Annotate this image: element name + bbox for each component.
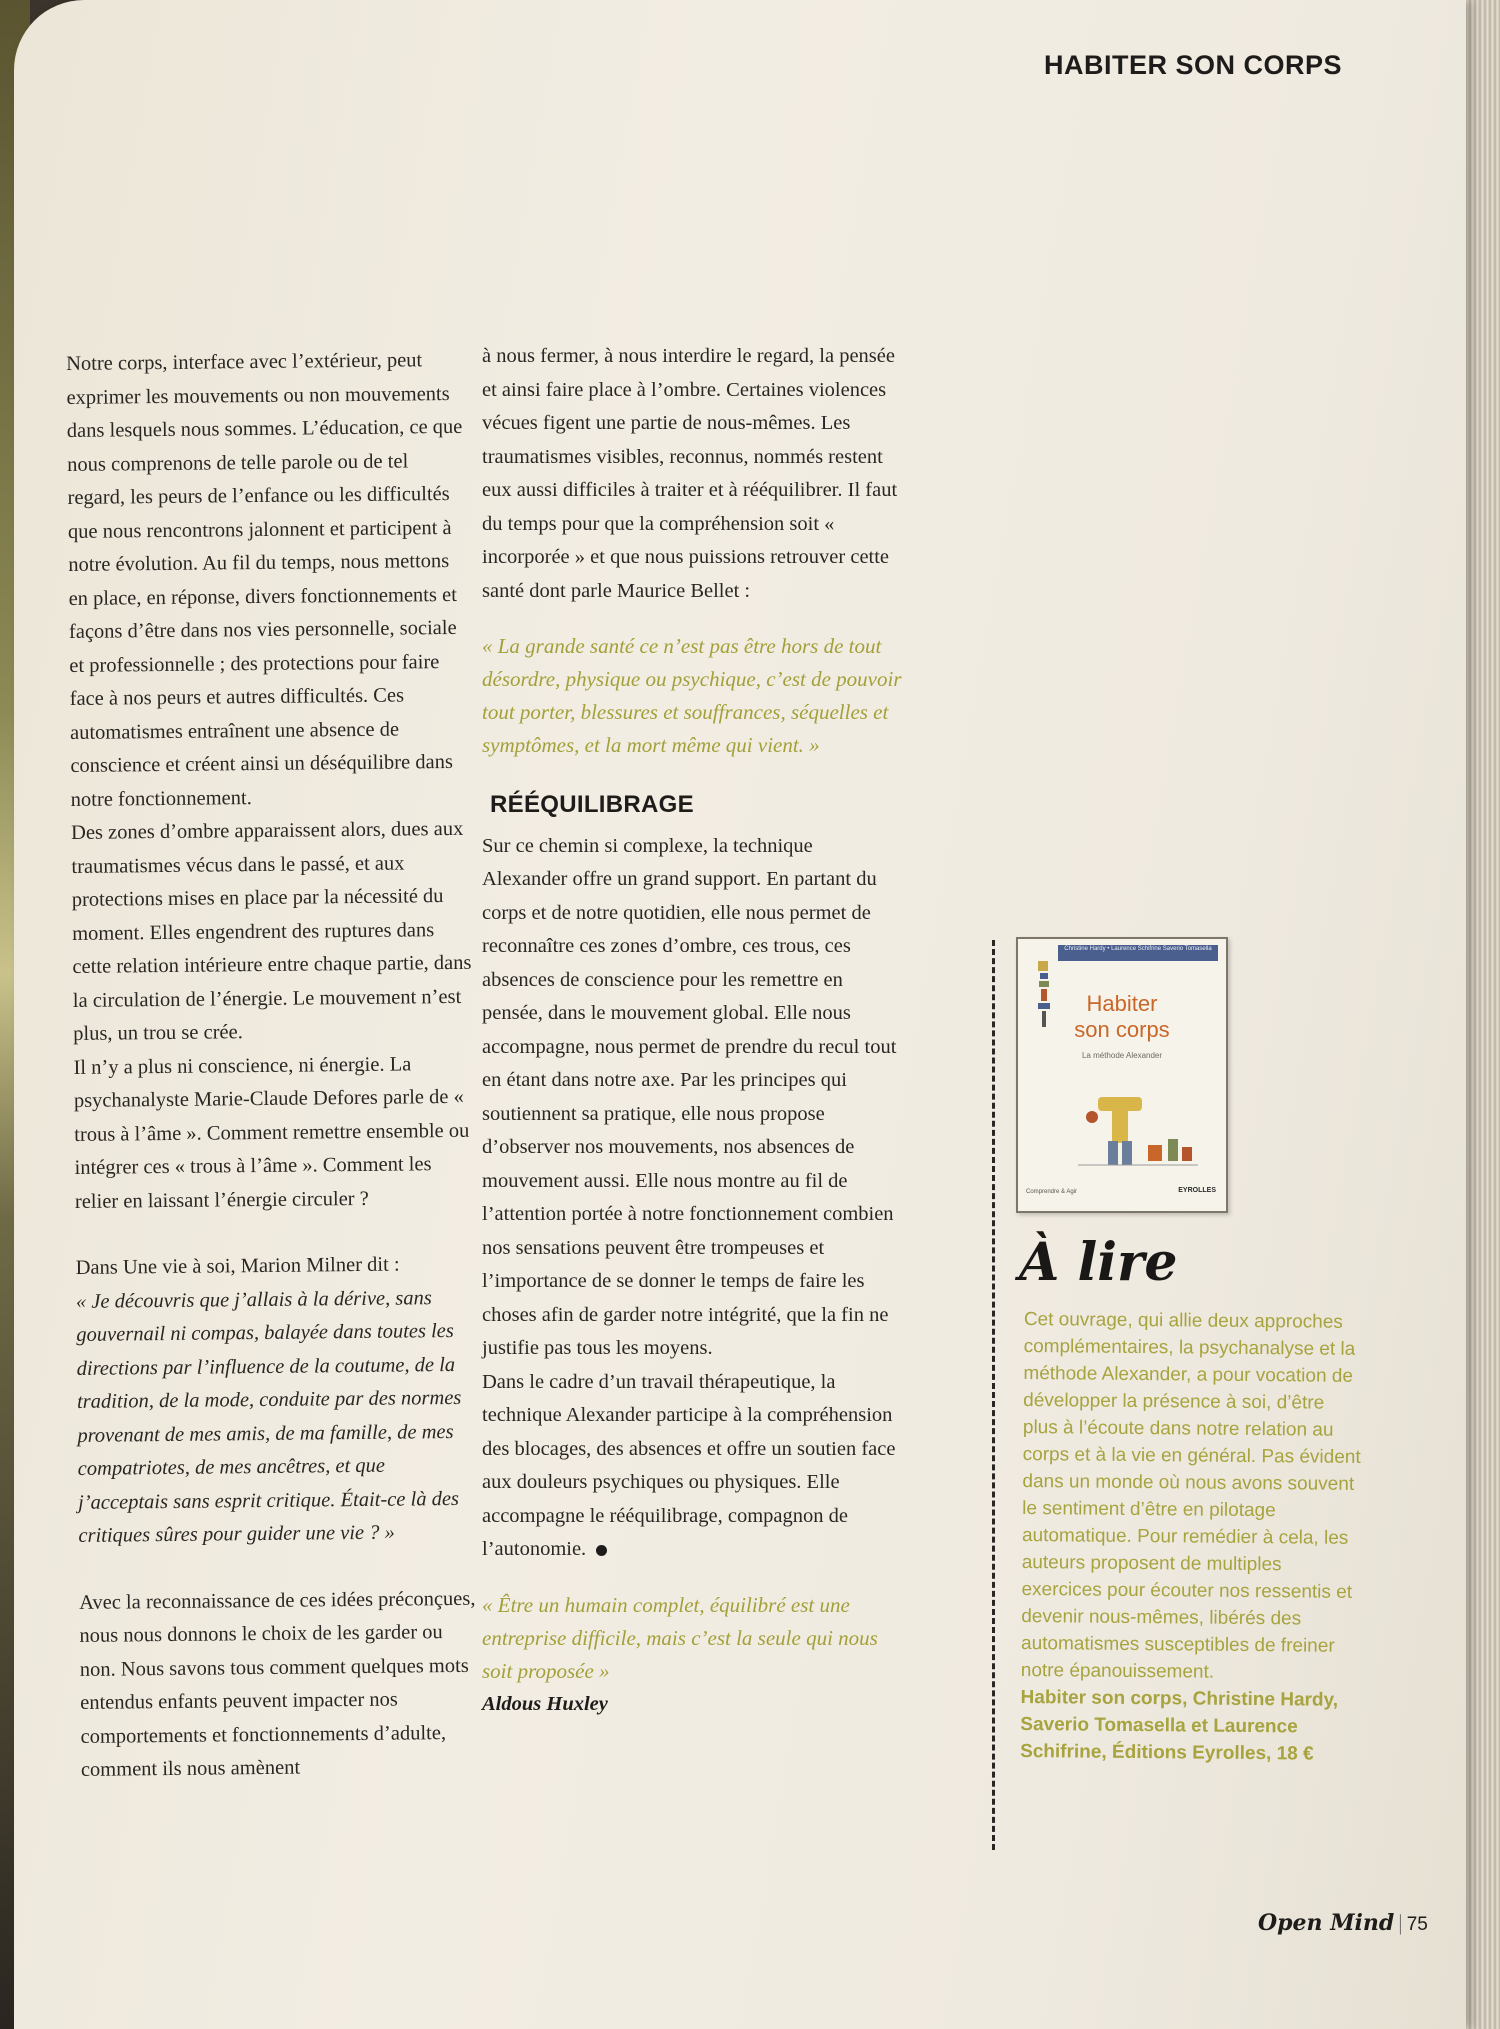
paragraph: Avec la reconnaissance de ces idées préconçues, nous nous donnons le choix de les garder ou non. Nous savons tous comment quelques mots entendus enfants peuvent impacter nos comportements et fonctionnements d’adulte, comment ils nous amènent [79, 1587, 476, 1781]
book-authors: Christine Hardy • Laurence Schifrine Saverio Tomasella [1058, 945, 1218, 961]
book-subtitle: La méthode Alexander [1081, 1051, 1163, 1060]
footer-separator: | [1398, 1910, 1403, 1935]
text-column-left [66, 344, 481, 1788]
book-series: Comprendre & Agir [1026, 1189, 1078, 1195]
huxley-quote: « Être un humain complet, équilibré est une entreprise difficile, mais c’est la seule qui nous soit proposée » [482, 1592, 878, 1683]
book-publisher: EYROLLES [1178, 1187, 1216, 1194]
paragraph: Des zones d’ombre apparaissent alors, dues aux traumatismes vécus dans le passé, et aux protections mises en place par la nécessité du moment. Elles engendrent des ruptures dans cette relation intérieure entre chaque partie, dans la circulation de l’énergie. Le mouvement n’est plus, un trou se crée. [70, 817, 472, 1045]
paragraph: à nous fermer, à nous interdire le regard, la pensée et ainsi faire place à l’ombre. Certaines violences vécues figent une partie de nous-mêmes. Les traumatismes visibles, reconnus, nommés restent eux aussi difficiles à traiter et à rééquilibrer. Il faut du temps pour que la compréhension soit « incorporée » et que nous puissions retrouver cette santé dont parle Maurice Bellet : [482, 345, 898, 602]
paragraph-text: Dans le cadre d’un travail thérapeutique, la technique Alexander participe à la compréhension des blocages, des absences et offre un soutien face aux douleurs psychiques ou physiques. Elle accompagne le rééquilibrage, compagnon de l’autonomie. [482, 1370, 896, 1560]
book-cover [1016, 937, 1228, 1213]
magazine-brand: Open Mind [1258, 1910, 1395, 1936]
end-bullet-icon [596, 1545, 607, 1556]
milner-quote: « Je découvris que j’allais à la dérive, sans gouvernail ni compas, balayée dans toutes les directions par l’influence de la coutume, de la tradition, de la mode, conduite par des normes provenant de mes amis, de ma famille, de mes compatriotes, de mes ancêtres, et que j’acceptais sans esprit critique. Était-ce là des critiques sûres pour guider une vie ? » [75, 1286, 462, 1547]
gardener-illustration-icon [1078, 1089, 1198, 1174]
review-text: Cet ouvrage, qui allie deux approches complémentaires, la psychanalyse et la méthode Alexander, a pour vocation de développer la présence à soi, d’être plus à l’écoute dans notre relation au corps et à la vie en général. Pas évident dans un monde où nous avons souvent le sentiment d’être en pilotage automatique. Pour remédier à cela, les auteurs proposent de multiples exercices pour écouter nos ressentis et devenir nous-mêmes, libérés des automatismes susceptibles de freiner notre épanouissement. [1020, 1308, 1361, 1683]
paragraph: Notre corps, interface avec l’extérieur, peut exprimer les mouvements ou non mouvements dans lesquels nous sommes. L’éducation, ce que nous comprenons de telle parole ou de tel regard, les peurs de l’enfance ou les difficultés que nous rencontrons jalonnent et participent à notre évolution. Au fil du temps, nous mettons en place, en réponse, divers fonctionnements et façons d’être dans nos vies personnelle, sociale et professionnelle ; des protections pour faire face à nos peurs et autres difficultés. Ces automatismes entraînent une absence de conscience et créent ainsi un déséquilibre dans notre fonctionnement. [66, 349, 463, 811]
sidebar-dashed-divider [992, 940, 995, 1850]
page-header-title: HABITER SON CORPS [1044, 50, 1343, 80]
page-number: 75 [1406, 1914, 1428, 1935]
magazine-page [14, 0, 1466, 2029]
section-title: RÉÉQUILIBRAGE [490, 791, 694, 818]
sidebar-heading: À lire [1019, 1232, 1178, 1293]
paragraph-final [482, 1366, 902, 1567]
paragraph: Il n’y a plus ni conscience, ni énergie. La psychanalyste Marie-Claude Defores parle de « trous à l’âme ». Comment remettre ensemble ou intégrer ces « trous à l’âme ». Comment les relier en laissant l’énergie circuler ? [73, 1052, 470, 1213]
book-title: Habiter son corps [1074, 991, 1170, 1042]
text-column-middle [482, 340, 902, 1721]
bellet-quote: « La grande santé ce n’est pas être hors de tout désordre, physique ou psychique, c’est de pouvoir tout porter, blessures et souffrances, séquelles et symptômes, et la mort même qui vient. » [482, 634, 902, 757]
sidebar-review [1020, 1306, 1364, 1768]
paragraph-intro: Dans Une vie à soi, Marion Milner dit : [75, 1253, 400, 1279]
paragraph: Sur ce chemin si complexe, la technique Alexander offre un grand support. En partant du corps et de notre quotidien, elle nous permet de reconnaître ces zones d’ombre, ces trous, ces absences de conscience pour les remettre en pensée, dans le mouvement global. Elle nous accompagne, nous permet de prendre du recul tout en étant dans notre axe. Par les principes qui soutiennent sa pratique, elle nous propose d’observer nos mouvements, nos absences de mouvement aussi. Elle nous montre au fil de l’attention portée à notre fonctionnement combien nos sensations peuvent être trompeuses et l’importance de se donner le temps de faire les choses afin de garder notre intégrité, que la fin ne justifie pas tous les moyens. [482, 834, 897, 1359]
book-credit: Habiter son corps, Christine Hardy, Saverio Tomasella et Laurence Schifrine, Éditions Eyrolles, 18 € [1020, 1686, 1339, 1765]
page-footer [1258, 1910, 1428, 1936]
quote-author: Aldous Huxley [482, 1692, 608, 1715]
